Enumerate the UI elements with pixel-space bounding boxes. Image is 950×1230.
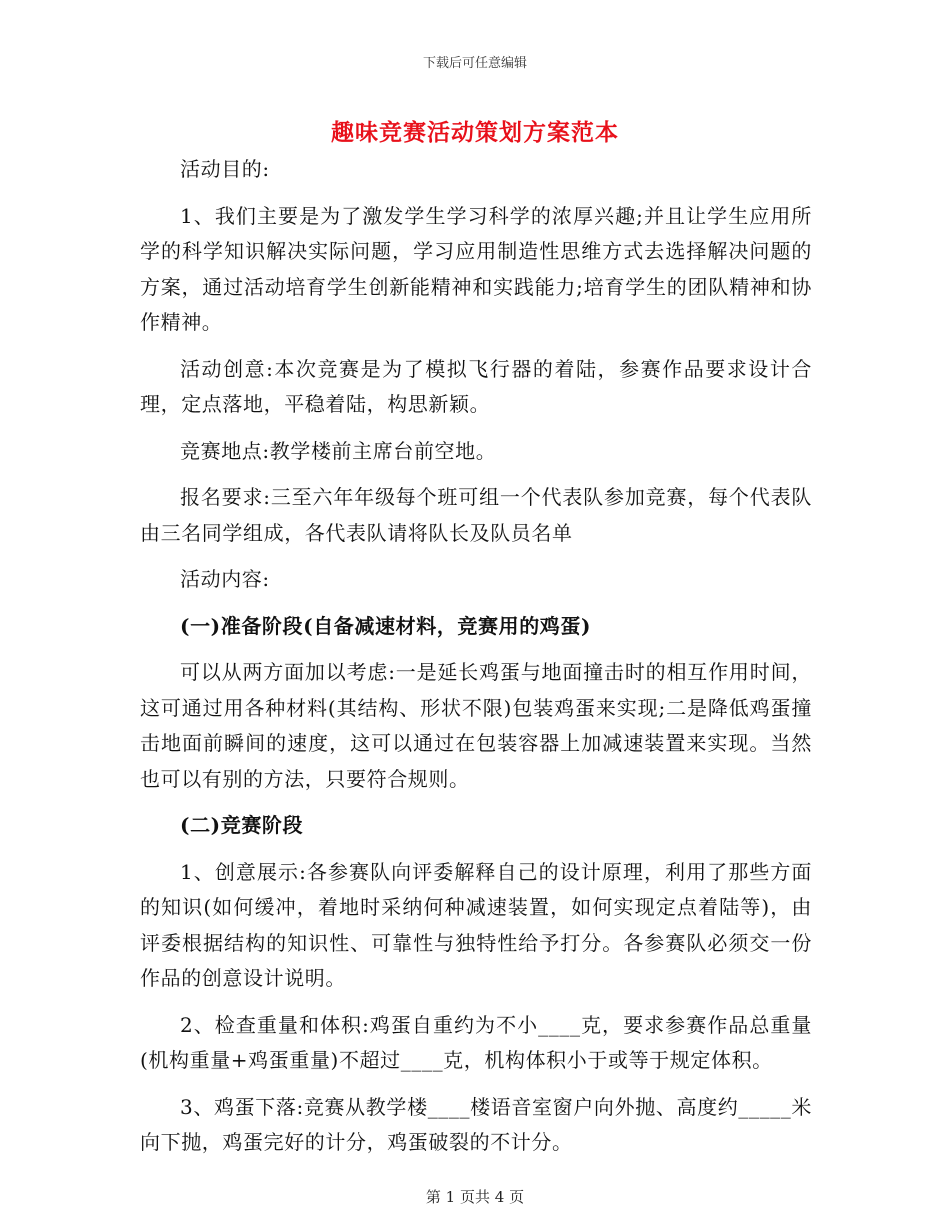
section-heading-preparation: (一)准备阶段(自备减速材料，竞赛用的鸡蛋) bbox=[180, 613, 592, 638]
paragraph-purpose-body: 1、我们主要是为了激发学生学习科学的浓厚兴趣;并且让学生应用所学的科学知识解决实际问题，学习应用制造性思维方式去选择解决问题的方案，通过活动培育学生创新能精神和实践能力;培育学生的团队精神和协作精神。 bbox=[140, 203, 812, 334]
paragraph-creative-display: 1、创意展示:各参赛队向评委解释自己的设计原理，利用了那些方面的知识(如何缓冲，着地时采纳何种减速装置，如何实现定点着陆等)，由评委根据结构的知识性、可靠性与独特性给予打分。各参赛队必须交一份作品的创意设计说明。 bbox=[140, 859, 812, 990]
header-note: 下载后可任意编辑 bbox=[422, 56, 527, 71]
paragraph-purpose-heading: 活动目的: bbox=[180, 157, 270, 181]
paragraph-idea: 活动创意:本次竞赛是为了模拟飞行器的着陆，参赛作品要求设计合理，定点落地，平稳着陆，构思新颖。 bbox=[140, 356, 812, 416]
paragraph-preparation: 可以从两方面加以考虑:一是延长鸡蛋与地面撞击时的相互作用时间，这可通过用各种材料(其结构、形状不限)包装鸡蛋来实现;二是降低鸡蛋撞击地面前瞬间的速度，这可以通过在包装容器上加减速装置来实现。当然也可以有别的方法，只要符合规则。 bbox=[140, 660, 812, 791]
paragraph-location: 竞赛地点:教学楼前主席台前空地。 bbox=[180, 438, 497, 463]
page-footer: 第 1 页共 4 页 bbox=[425, 1188, 525, 1206]
paragraph-registration: 报名要求:三至六年年级每个班可组一个代表队参加竞赛，每个代表队由三名同学组成，各代表队请将队长及队员名单 bbox=[140, 485, 812, 545]
document-body bbox=[140, 152, 812, 1161]
document-title: 趣味竞赛活动策划方案范本 bbox=[331, 119, 619, 146]
paragraph-content-heading: 活动内容: bbox=[180, 567, 270, 591]
section-heading-competition: (二)竞赛阶段 bbox=[180, 813, 304, 837]
paragraph-weight-check: 2、检查重量和体积:鸡蛋自重约为不小____克，要求参赛作品总重量(机构重量+鸡蛋重量)不超过____克，机构体积小于或等于规定体积。 bbox=[140, 1012, 812, 1072]
paragraph-egg-drop: 3、鸡蛋下落:竞赛从教学楼____楼语音室窗户向外抛、高度约_____米向下抛，鸡蛋完好的计分，鸡蛋破裂的不计分。 bbox=[140, 1094, 812, 1154]
